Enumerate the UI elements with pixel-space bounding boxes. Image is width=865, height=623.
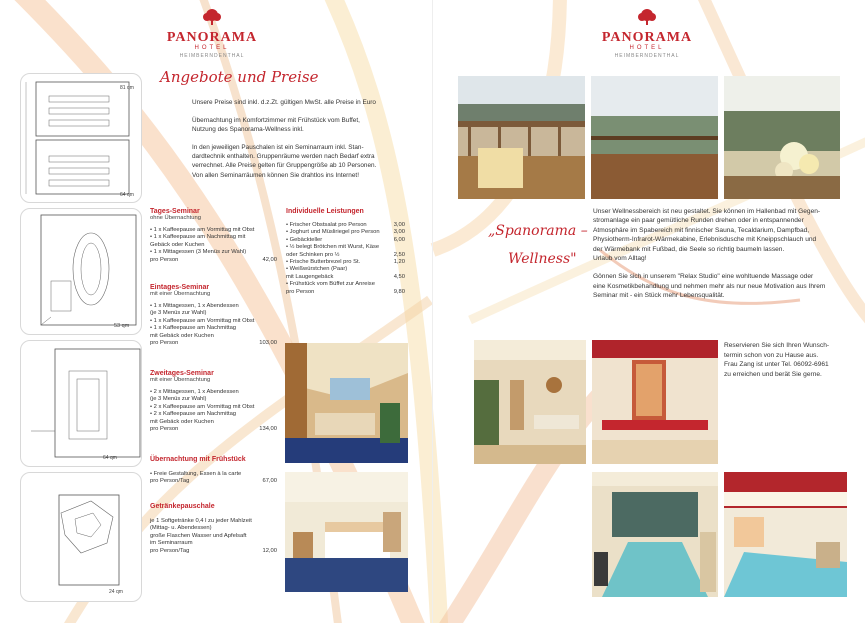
floor-plan-drawing [21,209,141,334]
service-price: 3,00 [393,229,405,236]
price-row [150,340,277,347]
flower-image [724,76,840,199]
service-price: 6,00 [393,236,405,243]
text-line: Frau Zang ist unter Tel. 06092-6961 [724,361,829,369]
service-row [286,222,405,229]
list-item: mit Gebäck oder Kuchen [150,332,214,339]
list-item: • 1 x Kaffeepause am Nachmittag [150,325,237,332]
relax-room-image [474,340,586,464]
intro-line: Nutzung des Spanorama-Wellness inkl. [192,126,304,134]
list-item: mit Gebäck oder Kuchen [150,418,214,425]
price-value: 12,00 [262,547,277,554]
text-line: Seminar mit - ein Stück mehr Lebensqualität. [593,292,725,300]
service-price: 2,50 [393,251,405,258]
price-row [150,257,277,264]
relax-room-photo [474,340,586,464]
section-title: Getränkepauschale [150,503,215,510]
page-fold [432,0,433,623]
section-title: Übernachtung mit Frühstück [150,456,246,463]
floor-plan-drawing [21,473,141,601]
tree-icon [201,8,223,26]
section-title: Zweitages-Seminar [150,370,214,377]
plan-size-label: 64 qm [103,455,117,461]
spanorama-title-line2: Wellness" [508,251,577,267]
service-row [286,244,405,251]
plan-size-label: 81 qm [120,85,134,91]
floor-plan-drawing [21,74,141,202]
section-eintages-seminar [150,284,277,347]
section-uebernachtung [150,456,277,486]
price-value: 103,00 [259,340,277,347]
service-row [286,259,405,266]
price-value: 42,00 [262,256,277,263]
landscape-photo [591,76,718,199]
floor-plan-4 [20,472,142,602]
logo-sub: HOTEL [194,45,230,51]
flower-photo [724,76,840,199]
section-subtitle: mit einer Übernachtung [150,291,211,297]
service-label: • ½ belegt Brötchen mit Wurst, Käse [286,244,380,251]
service-price: 3,00 [393,222,405,228]
service-label: oder Schinken pro ½ [286,251,340,258]
tree-icon [636,8,658,26]
list-item: Gebäck oder Kuchen [150,241,205,248]
service-row [286,289,405,296]
floor-plan-drawing [21,341,141,466]
price-label: pro Person [150,256,179,263]
list-item: • Freie Gestaltung, Essen à la carte [150,471,242,477]
price-label: pro Person [150,340,179,347]
text-line: stromanlage ein paar gemütliche Runden drehen oder in entspannender [593,217,804,225]
intro-line: verrechnet. Alle Preise gelten für Gruppengröße ab 10 Personen. [192,162,377,170]
landscape-image [591,76,718,199]
price-row [150,548,277,555]
service-price: 4,50 [393,273,405,280]
offers-title: Angebote und Preise [160,68,319,86]
spa-bench-image [592,340,718,464]
service-label: • Joghurt und Müsliriegel pro Person [286,229,380,236]
floor-plan-2 [20,208,142,335]
logo-place: HEIMBERNDENTHAL [614,53,680,59]
text-line: termin schon von zu Hause aus. [724,351,819,359]
section-zweitages-seminar [150,370,277,433]
service-price: 9,80 [393,288,405,295]
section-subtitle: ohne Übernachtung [150,215,201,221]
price-row [150,426,277,433]
plan-size-label: 53 qm [114,323,130,329]
hotel-room-image [285,472,408,592]
pool-photo-2 [724,472,847,597]
section-subtitle: mit einer Übernachtung [150,377,211,383]
list-item: im Seminarraum [150,540,193,547]
spanorama-title-line1: „Spanorama – [488,223,588,239]
text-line: Reservieren Sie sich Ihren Wunsch- [724,342,830,349]
intro-line: In den jeweiligen Pauschalen ist ein Seminarraum inkl. Stan- [192,144,364,152]
floor-plan-1 [20,73,142,203]
reservation-text [724,341,849,379]
hotel-room-image [285,343,408,463]
logo-name: PANORAMA [601,30,693,45]
price-value: 67,00 [262,478,277,485]
list-item: • 1 x Kaffeepause am Nachmittag mit [150,234,246,241]
plan-size-label: 64 qm [120,192,134,198]
service-label: pro Person [286,288,315,295]
service-row [286,274,405,281]
service-label: • Weißwürstchen (Paar) [286,266,348,273]
text-line: Gönnen Sie sich in unserem "Relax Studio" eine wohltuende Massage oder [593,273,814,281]
panorama-logo-right [592,8,702,60]
section-title: Individuelle Leistungen [286,208,364,215]
text-line: zu erreichen und berät Sie gerne. [724,370,822,378]
service-label: • Gebäckteller [286,236,323,243]
list-item: (je 3 Menüs zur Wahl) [150,310,207,317]
list-item: (Mittag- u. Abendessen) [150,525,212,532]
list-item: • 1 x Mittagessen (3 Menüs zur Wahl) [150,249,247,256]
plan-size-label: 24 qm [109,589,123,595]
intro-line: dardtechnik enthalten. Gruppenräume werden nach Bedarf extra [192,153,375,161]
hotel-room-photo-1 [285,343,408,463]
price-label: pro Person/Tag [150,547,190,554]
logo-sub: HOTEL [629,45,665,51]
panorama-logo-left [157,8,267,60]
intro-text [192,98,422,180]
section-title: Tages-Seminar [150,208,200,215]
spa-bench-photo [592,340,718,464]
text-line: Physiotherm-Infrarot-Wärmekabine, Erlebnisdusche mit Kneippschlauch und [593,236,817,244]
text-line: Urlaub vom Alltag! [593,255,647,263]
pool-photo-1 [592,472,718,597]
text-line: Unser Wellnessbereich ist neu gestaltet. Sie können im Hallenbad mit Gegen- [593,208,821,215]
section-getraenke [150,503,277,555]
section-individuelle-leistungen [286,208,405,296]
service-price: 1,20 [393,259,405,266]
pool-image [592,472,718,597]
hotel-room-photo-2 [285,472,408,592]
price-label: pro Person/Tag [150,478,190,485]
intro-line: Unsere Preise sind inkl. d.z.Zt. gültigen MwSt. alle Preise in Euro [192,99,376,106]
price-value: 134,00 [259,426,277,433]
service-row [286,266,405,273]
service-label: • Frischer Obstsalat pro Person [286,222,367,228]
terrace-image [458,76,585,199]
logo-place: HEIMBERNDENTHAL [179,53,245,59]
service-row [286,229,405,236]
list-item: • 2 x Mittagessen, 1 x Abendessen [150,389,239,395]
service-row [286,252,405,259]
list-item: (je 3 Menüs zur Wahl) [150,396,207,403]
list-item: • 1 x Mittagessen, 1 x Abendessen [150,303,239,309]
terrace-photo [458,76,585,199]
intro-line: Übernachtung im Komfortzimmer mit Frühstück vom Buffet, [192,117,360,125]
pool-image [724,472,847,597]
price-row [150,478,277,485]
service-label: • Frische Butterbrezel pro St. [286,259,361,266]
floor-plan-3 [20,340,142,467]
list-item: • 2 x Kaffeepause am Nachmittag [150,411,237,418]
section-title: Eintages-Seminar [150,284,210,291]
service-row [286,281,405,288]
service-label: mit Laugengebäck [286,273,334,280]
wellness-description [593,207,853,301]
text-line: Atmosphäre im Spabereich mit finnischer Sauna, Tecaldarium, Dampfbad, [593,226,810,234]
service-label: • Frühstück vom Büffet zur Anreise [286,281,375,288]
list-item: • 1 x Kaffeepause am Vormittag mit Obst [150,227,255,233]
list-item: große Flaschen Wasser und Apfelsaft [150,532,247,539]
price-label: pro Person [150,426,179,433]
list-item: • 2 x Kaffeepause am Vormittag mit Obst [150,403,255,410]
list-item: je 1 Softgetränke 0,4 l zu jeder Mahlzeit [150,518,252,524]
list-item: • 1 x Kaffeepause am Vormittag mit Obst [150,317,255,324]
text-line: der Wärmebank mit Fußbad, die Seele so richtig baumeln lassen. [593,245,785,253]
text-line: eine Kosmetikbehandlung und nehmen mehr als nur neue Motivation aus Ihrem [593,282,826,290]
logo-name: PANORAMA [166,30,258,45]
section-tages-seminar [150,208,277,264]
intro-line: Von allen Seminarräumen können Sie drahtlos ins Internet! [192,171,359,179]
